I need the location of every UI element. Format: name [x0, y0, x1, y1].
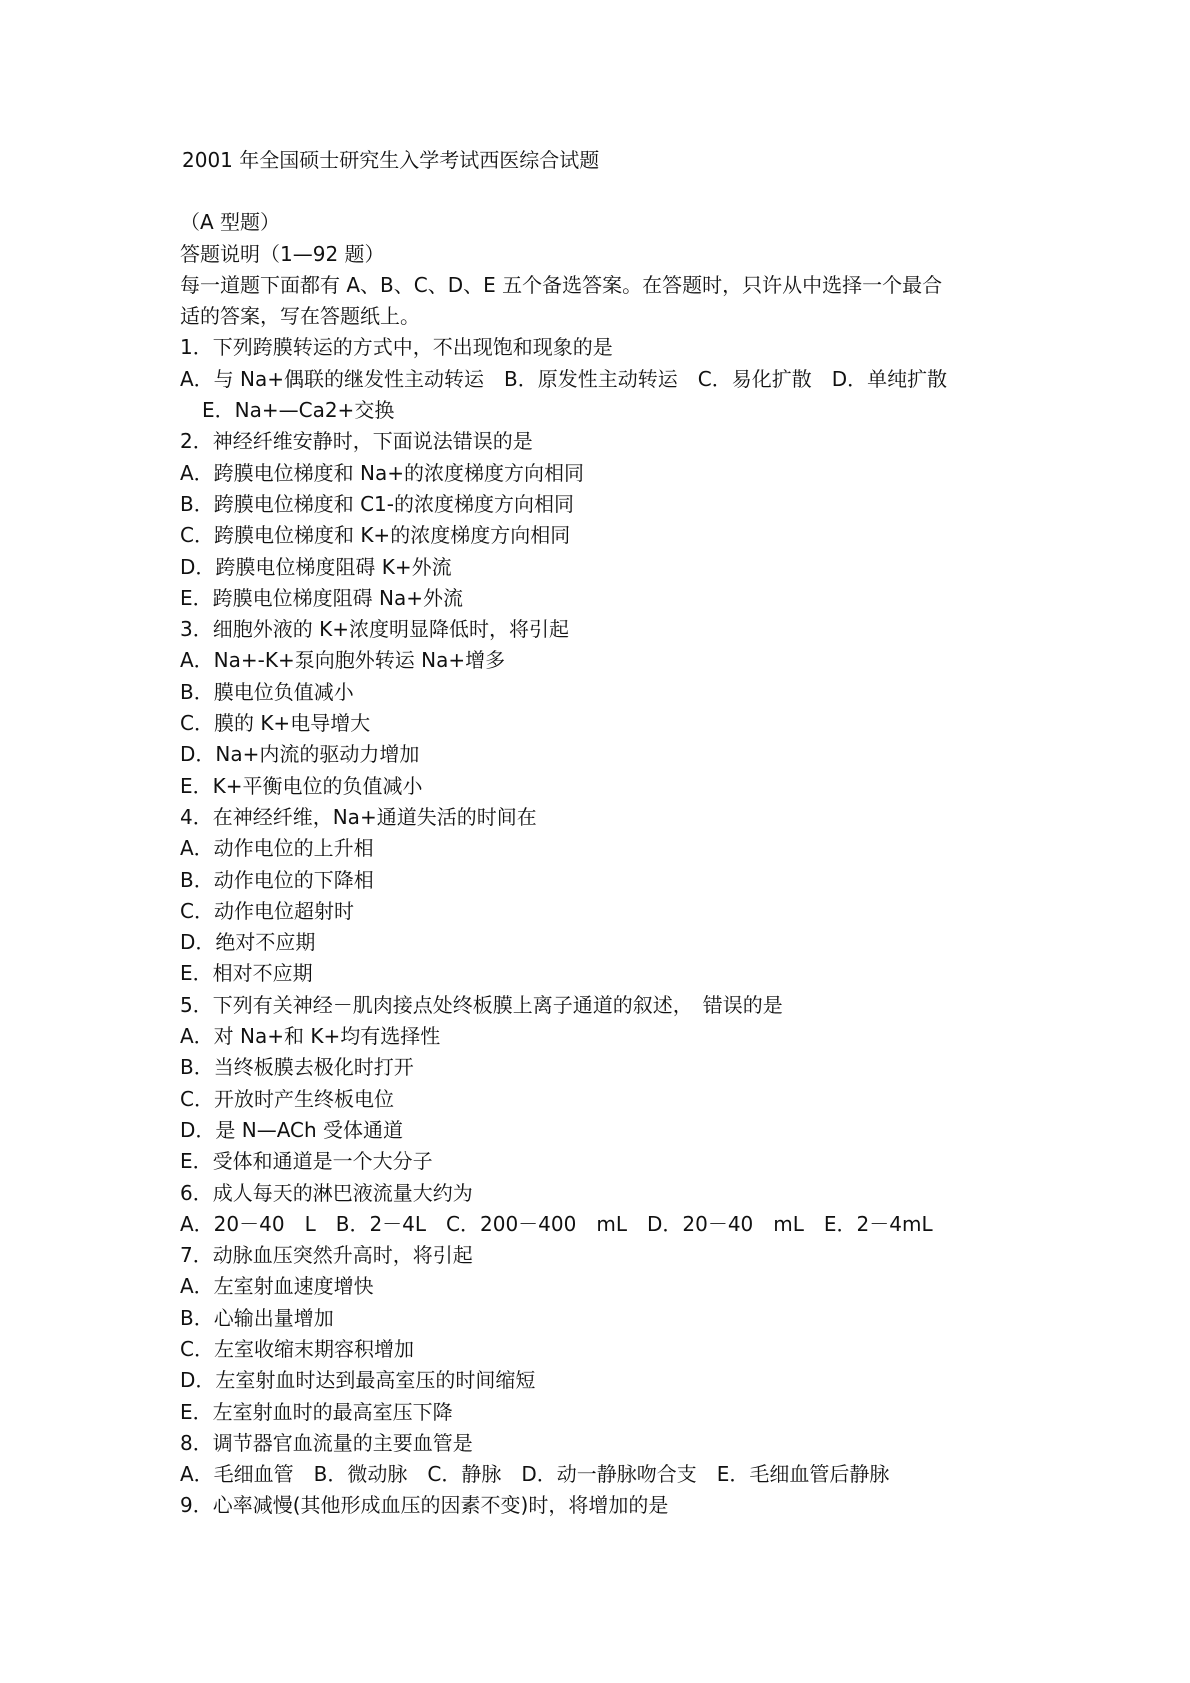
text-line: 3．细胞外液的 K+浓度明显降低时，将引起	[180, 617, 569, 642]
text-line: 8．调节器官血流量的主要血管是	[180, 1430, 473, 1455]
text-line: 适的答案，写在答题纸上。	[180, 304, 420, 329]
text-line: A．动作电位的上升相	[180, 836, 374, 861]
text-line: C．动作电位超射时	[180, 898, 354, 923]
text-line: 2．神经纤维安静时，下面说法错误的是	[180, 429, 533, 454]
document-title: 2001 年全国硕士研究生入学考试西医综合试题	[182, 148, 600, 172]
text-line: A．20－40 L B．2－4L C．200－400 mL D．20－40 mL E．2－4mL	[180, 1211, 933, 1236]
text-line: A．Na+-K+泵向胞外转运 Na+增多	[180, 648, 506, 673]
text-line: A．跨膜电位梯度和 Na+的浓度梯度方向相同	[180, 460, 585, 485]
text-line: E．跨膜电位梯度阻碍 Na+外流	[180, 585, 463, 610]
text-line: B．当终板膜去极化时打开	[180, 1055, 414, 1080]
text-line: A．与 Na+偶联的继发性主动转运 B．原发性主动转运 C．易化扩散 D．单纯扩散	[180, 366, 948, 391]
text-line: （A 型题）	[180, 210, 281, 235]
text-line: B．动作电位的下降相	[180, 867, 374, 892]
text-line: B．膜电位负值减小	[180, 679, 354, 704]
text-line: 6．成人每天的淋巴液流量大约为	[180, 1180, 473, 1205]
text-line: A．毛细血管 B．微动脉 C．静脉 D．动一静脉吻合支 E．毛细血管后静脉	[180, 1462, 890, 1487]
document-lines	[180, 207, 1040, 1521]
text-line: 7．动脉血压突然升高时，将引起	[180, 1243, 473, 1268]
text-line: E．左室射血时的最高室压下降	[180, 1399, 453, 1424]
text-line: 5．下列有关神经－肌肉接点处终板膜上离子通道的叙述， 错误的是	[180, 992, 783, 1017]
text-line: A．左室射血速度增快	[180, 1274, 374, 1299]
text-line: B．跨膜电位梯度和 C1-的浓度梯度方向相同	[180, 491, 574, 516]
text-line: C．跨膜电位梯度和 K+的浓度梯度方向相同	[180, 523, 571, 548]
text-line: C．膜的 K+电导增大	[180, 711, 371, 736]
text-line: E．Na+—Ca2+交换	[202, 398, 395, 423]
text-line: E．相对不应期	[180, 961, 313, 986]
text-line: 每一道题下面都有 A、B、C、D、E 五个备选答案。在答题时，只许从中选择一个最合	[180, 272, 943, 297]
text-line: E．受体和通道是一个大分子	[180, 1149, 433, 1174]
document-body	[180, 145, 1040, 1522]
text-line: 9．心率减慢(其他形成血压的因素不变)时，将增加的是	[180, 1493, 669, 1518]
text-line: D．是 N—ACh 受体通道	[180, 1117, 404, 1142]
text-line: D．左室射血时达到最高室压的时间缩短	[180, 1368, 536, 1393]
text-line: E．K+平衡电位的负值减小	[180, 773, 423, 798]
text-line: A．对 Na+和 K+均有选择性	[180, 1024, 441, 1049]
text-line: C．开放时产生终板电位	[180, 1086, 394, 1111]
text-line: 答题说明（1—92 题）	[180, 241, 385, 266]
text-line: B．心输出量增加	[180, 1305, 334, 1330]
text-line: D．跨膜电位梯度阻碍 K+外流	[180, 554, 452, 579]
text-line: D．绝对不应期	[180, 930, 316, 955]
text-line: D．Na+内流的驱动力增加	[180, 742, 420, 767]
text-line: C．左室收缩末期容积增加	[180, 1336, 414, 1361]
text-line: 4．在神经纤维，Na+通道失活的时间在	[180, 804, 537, 829]
text-line: 1．下列跨膜转运的方式中，不出现饱和现象的是	[180, 335, 613, 360]
